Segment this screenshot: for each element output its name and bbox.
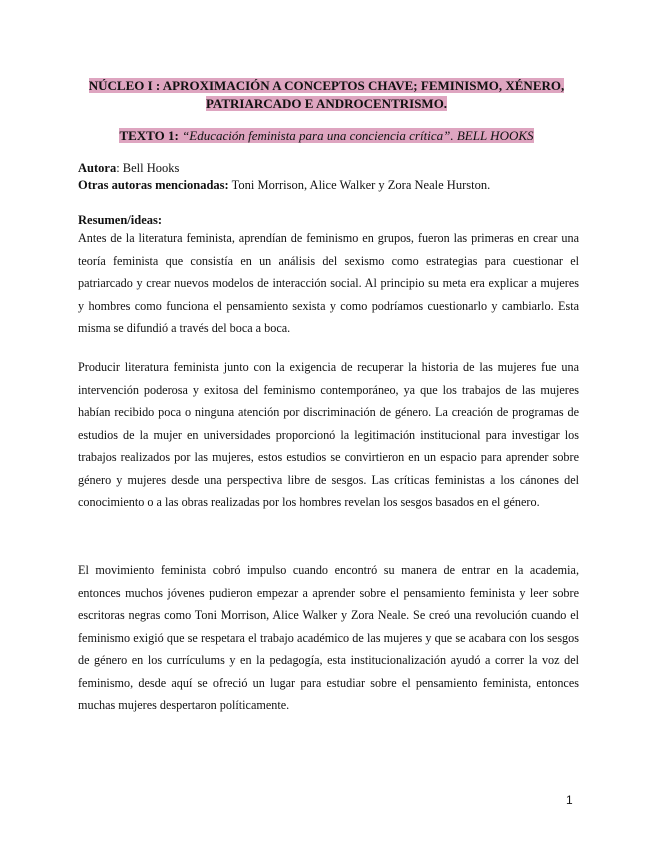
section-heading-text: NÚCLEO I : APROXIMACIÓN A CONCEPTOS CHAVE; FEMINISMO, XÉNERO, PATRIARCADO E ANDROCENTRISMO. [88,78,565,111]
author-line [78,160,578,177]
text-title-highlight [119,128,533,143]
summary-label: Resumen/ideas: [78,213,163,227]
author-value: : Bell Hooks [116,161,180,175]
page-number: 1 [566,793,573,807]
body-paragraph-3: El movimiento feminista cobró impulso cuando encontró su manera de entrar en la academia, entonces muchos jóvenes pudieron empezar a aprender sobre el pensamiento feminista y leer sobre escritoras negras como Toni Morrison, Alice Walker y Zora Neale. Se creó una revolución cuando el feminismo exigió que se respetara el trabajo académico de las mujeres y que se acabara con los sesgos de género en los currículums y en la pedagogía, esta institucionalización ayudó a correr la voz del feminismo, desde aquí se ofreció un lugar para estudiar sobre el pensamiento feminista, entonces muchas mujeres despertaron políticamente. [78,563,579,712]
text-label: TEXTO 1: [119,128,179,143]
body-paragraph-2: Producir literatura feminista junto con la exigencia de recuperar la historia de las mujeres fue una intervención poderosa y exitosa del feminismo contemporáneo, ya que los trabajos de las mujeres habían recibido poca o ninguna atención por discriminación de género. La creación de programas de estudios de la mujer en universidades proporcionó la legitimación institucional para investigar los trabajos realizados por las mujeres, estos estudios se convirtieron en un espacio para aprender sobre género y mujeres desde una perspectiva libre de sesgos. Las críticas feministas a los cánones del conocimiento o a las obras realizadas por los hombres revelan los sesgos basados en el género. [78,360,579,509]
author-label: Autora [78,161,117,175]
other-authors-line [78,177,578,194]
text-title-line [78,127,575,145]
other-authors-label: Otras autoras mencionadas: [78,178,229,192]
body-paragraph-1: Antes de la literatura feminista, aprendían de feminismo en grupos, fueron las primeras en crear una teoría feminista que consistía en un análisis del sexismo como estrategias para cuestionar el patriarcado y crear nuevos modelos de interacción social. Al principio su meta era explicar a mujeres y hombres como funciona el pensamiento sexista y como podríamos cuestionarlo y cambiarlo. Esta misma se difundió a través del boca a boca. [78,231,579,335]
section-heading [78,77,575,113]
text-title: “Educación feminista para una conciencia crítica”. BELL HOOKS [182,128,534,143]
other-authors-value: Toni Morrison, Alice Walker y Zora Neale Hurston. [228,178,491,192]
